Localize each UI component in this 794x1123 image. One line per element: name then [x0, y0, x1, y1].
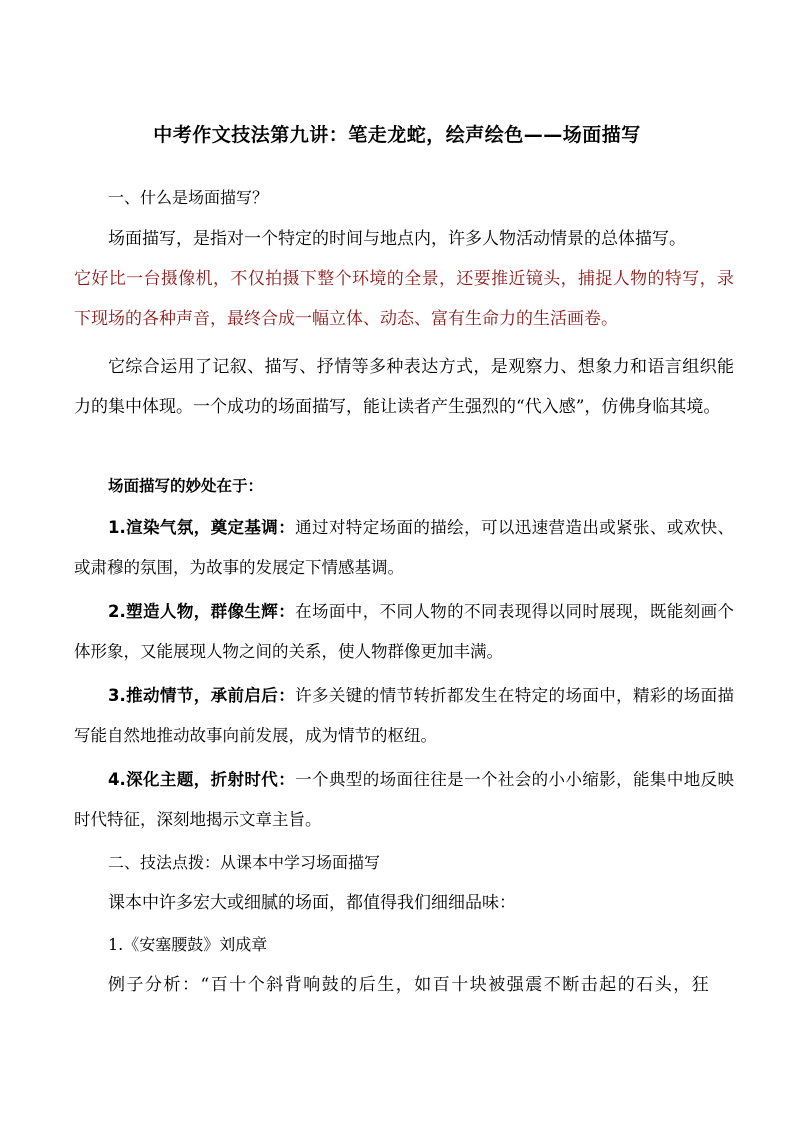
section1-subheading: 场面描写的妙处在于：	[108, 477, 264, 495]
point-1	[74, 508, 734, 588]
point-4-text: 一个典型的场面往往是一个社会的小小缩影，能集中地反映时代特征，深刻地揭示文章主旨。	[74, 770, 735, 829]
document-title: 中考作文技法第九讲：笔走龙蛇，绘声绘色——场面描写	[153, 124, 641, 146]
point-2	[74, 592, 734, 672]
example-analysis: 例子分析：“百十个斜背响鼓的后生，如百十块被强震不断击起的石头，狂	[108, 975, 711, 995]
section1-red-paragraph: 它好比一台摄像机，不仅拍摄下整个环境的全景，还要推近镜头，捕捉人物的特写，录下现场的各种声音，最终合成一幅立体、动态、富有生命力的生活画卷。	[74, 269, 734, 329]
point-2-text: 在场面中，不同人物的不同表现得以同时展现，既能刻画个体形象，又能展现人物之间的关系，使人物群像更加丰满。	[74, 602, 735, 661]
point-2-lead: 2.塑造人物，群像生辉：	[108, 602, 296, 621]
point-3	[74, 676, 734, 756]
section1-paragraph-1	[74, 219, 734, 259]
section1-paragraph-2: 它综合运用了记叙、描写、抒情等多种表达方式，是观察力、想象力和语言组织能力的集中体现。一个成功的场面描写，能让读者产生强烈的“代入感”，仿佛身临其境。	[74, 357, 734, 417]
point-1-text: 通过对特定场面的描绘，可以迅速营造出或紧张、或欢快、或肃穆的氛围，为故事的发展定下情感基调。	[74, 518, 735, 577]
point-3-text: 许多关键的情节转折都发生在特定的场面中，精彩的场面描写能自然地推动故事向前发展，成为情节的枢纽。	[74, 686, 735, 745]
section1-heading: 一、什么是场面描写？	[108, 188, 269, 207]
section2-heading: 二、技法点拨：从课本中学习场面描写	[108, 853, 381, 872]
point-4	[74, 760, 734, 840]
point-3-lead: 3.推动情节，承前启后：	[108, 686, 296, 705]
point-1-lead: 1.渲染气氛，奠定基调：	[108, 518, 296, 537]
paragraph-1-text: 场面描写，是指对一个特定的时间与地点内，许多人物活动情景的总体描写。	[108, 229, 686, 249]
example-title: 1.《安塞腰鼓》刘成章	[108, 935, 268, 954]
section2-intro: 课本中许多宏大或细腻的场面，都值得我们细细品味：	[108, 893, 516, 913]
point-4-lead: 4.深化主题，折射时代：	[108, 770, 296, 789]
